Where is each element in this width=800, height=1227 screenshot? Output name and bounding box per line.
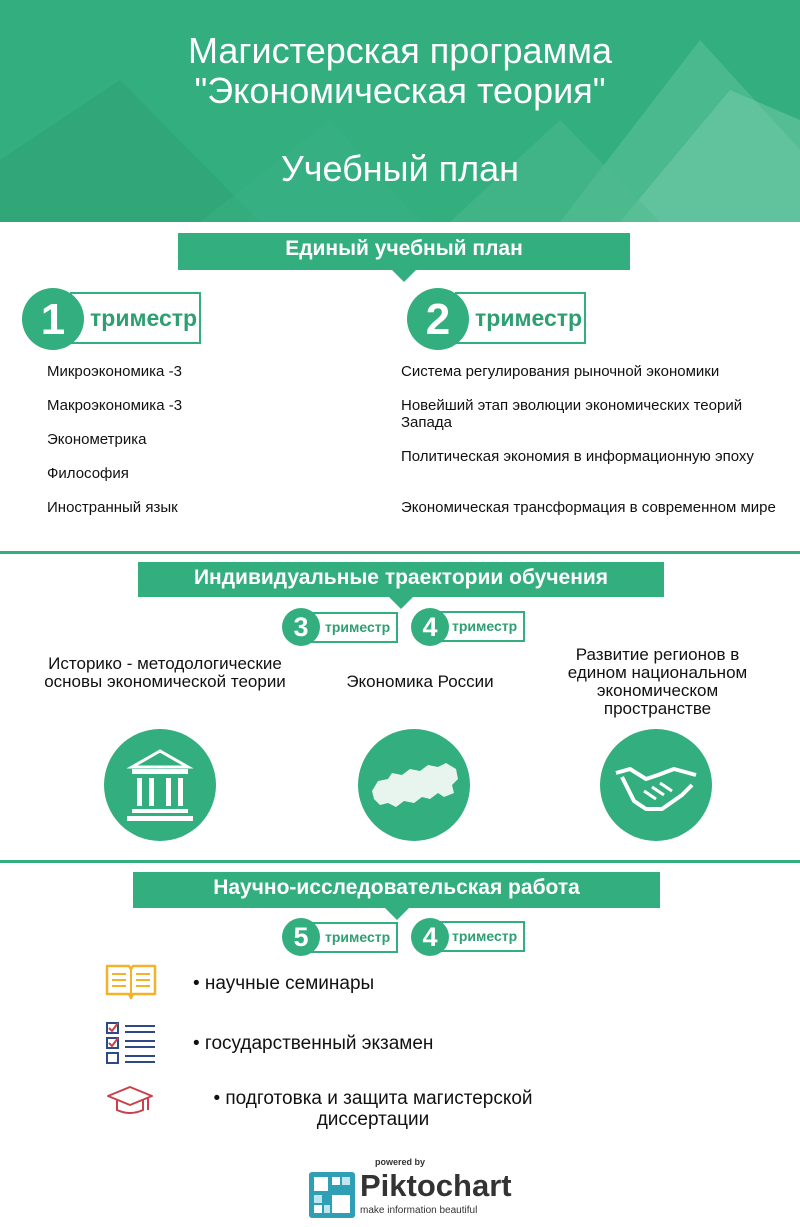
trimester-2-number: 2 <box>407 288 469 350</box>
header-title-line2: "Экономическая теория" <box>194 70 606 111</box>
section-divider <box>0 860 800 863</box>
checklist-icon <box>105 1021 157 1065</box>
trimester-5-label: триместр <box>325 929 391 945</box>
header-subtitle: Учебный план <box>280 148 520 189</box>
header-banner <box>0 0 800 222</box>
trimester-4b-badge <box>437 921 525 952</box>
piktochart-brand: Piktochart <box>360 1168 512 1203</box>
trimester-2-badge <box>455 292 586 344</box>
trimester-5-badge <box>310 922 398 953</box>
unified-plan-title: Единый учебный план <box>285 237 523 260</box>
piktochart-logo-icon <box>309 1172 355 1218</box>
section-divider <box>0 551 800 554</box>
research-title: Научно-исследовательская работа <box>213 876 580 899</box>
subject-item: Система регулирования рыночной экономики <box>401 363 720 380</box>
individual-tracks-title: Индивидуальные траектории обучения <box>193 566 609 589</box>
book-icon <box>104 962 158 1002</box>
banner-notch <box>392 270 416 282</box>
subject-item: Иностранный язык <box>47 499 178 516</box>
russia-map-icon <box>358 729 470 841</box>
banner-notch <box>389 597 413 609</box>
trimester-4-label: триместр <box>452 618 518 634</box>
research-item-thesis: • подготовка и защита магистерской диссертации <box>213 1088 533 1130</box>
trimester-4b-label: триместр <box>452 928 518 944</box>
graduation-cap-icon <box>106 1084 154 1118</box>
trimester-4-number: 4 <box>411 608 449 646</box>
trimester-3-badge <box>310 612 398 643</box>
unified-plan-banner <box>178 233 630 270</box>
banner-notch <box>385 908 409 920</box>
trimester-4b-number: 4 <box>411 918 449 956</box>
subject-item: Новейший этап эволюции экономических теорий Запада <box>401 397 743 431</box>
research-item-seminars: • научные семинары <box>193 973 375 994</box>
track-regions: Развитие регионов в едином национальном экономическом пространстве <box>567 645 748 718</box>
trimester-3-number: 3 <box>282 608 320 646</box>
building-icon <box>104 729 216 841</box>
subject-item: Макроэкономика -3 <box>47 397 183 414</box>
piktochart-tagline: make information beautiful <box>360 1205 478 1216</box>
subject-item: Философия <box>47 465 129 482</box>
track-historical: Историко - методологические основы экономической теории <box>44 654 286 691</box>
research-item-exam: • государственный экзамен <box>193 1033 434 1054</box>
trimester-4-badge <box>437 611 525 642</box>
subject-item: Политическая экономия в информационную эпоху <box>401 448 754 465</box>
trimester-5-number: 5 <box>282 918 320 956</box>
trimester-1-number: 1 <box>22 288 84 350</box>
powered-by-text: powered by <box>374 1157 425 1167</box>
trimester-1-badge <box>70 292 201 344</box>
header-title-line1: Магистерская программа <box>187 30 613 71</box>
subject-item: Эконометрика <box>47 431 147 448</box>
trimester-1-label: триместр <box>90 305 198 331</box>
handshake-icon <box>600 729 712 841</box>
subject-item: Микроэкономика -3 <box>47 363 182 380</box>
research-banner <box>133 872 660 908</box>
subject-item: Экономическая трансформация в современном мире <box>401 499 776 516</box>
individual-tracks-banner <box>138 562 664 597</box>
track-russia: Экономика России <box>346 672 494 691</box>
trimester-2-label: триместр <box>475 305 583 331</box>
trimester-3-label: триместр <box>325 619 391 635</box>
